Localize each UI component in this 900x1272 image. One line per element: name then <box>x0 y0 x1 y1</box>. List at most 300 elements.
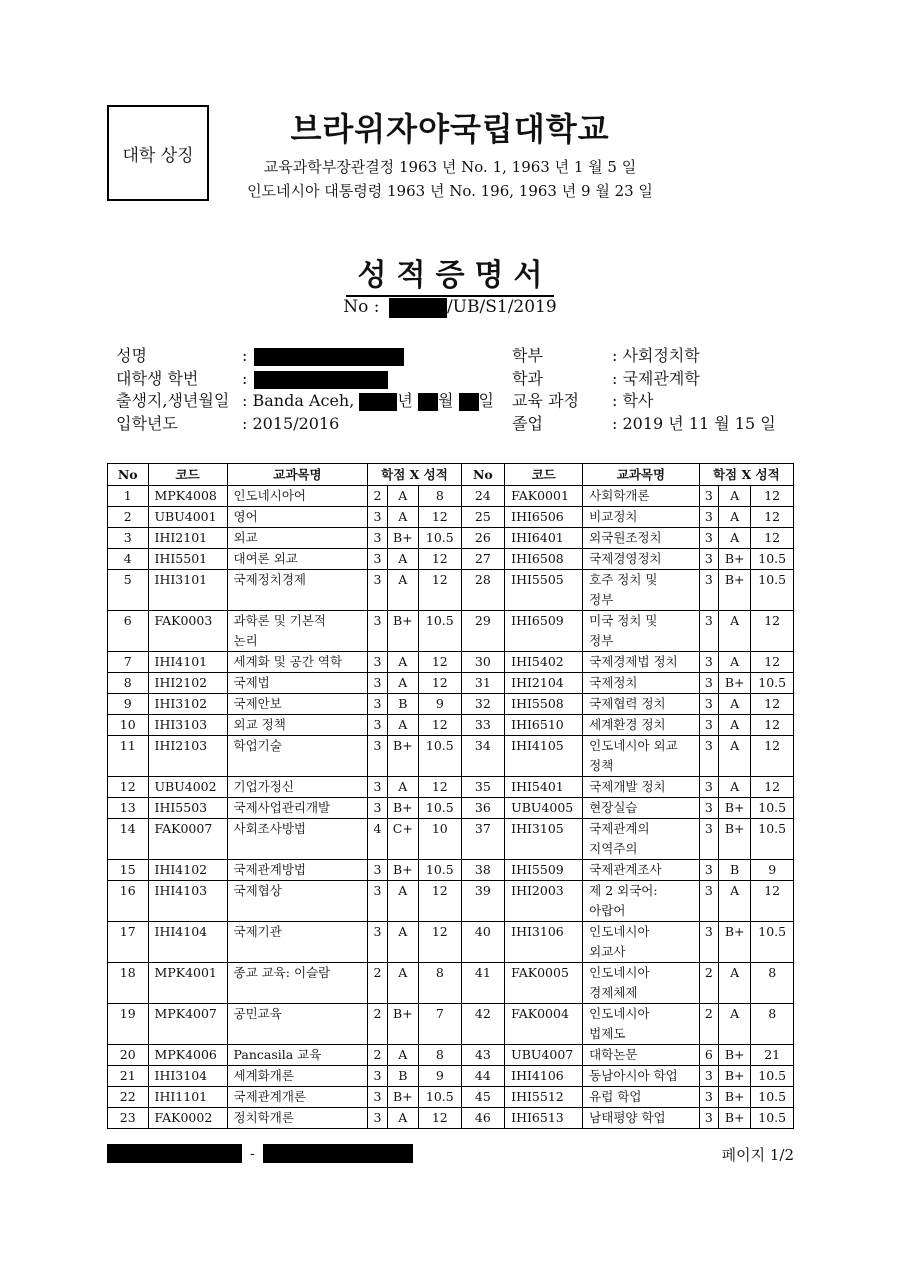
name-label: 성명 <box>116 346 147 365</box>
redaction-block <box>254 348 404 366</box>
document-number-label: No : <box>343 297 380 317</box>
course-name: 외교 정책 <box>227 715 368 736</box>
course-no: 11 <box>108 736 149 777</box>
header-credit-grade-left: 학점 X 성적 <box>368 464 461 486</box>
course-credit: 3 <box>699 673 718 694</box>
course-score: 12 <box>751 486 794 507</box>
course-name: 국제법 <box>227 673 368 694</box>
course-credit: 3 <box>368 860 387 881</box>
course-grade: A <box>718 963 750 1004</box>
course-credit: 3 <box>699 611 718 652</box>
course-grade: A <box>387 486 418 507</box>
course-no: 12 <box>108 777 149 798</box>
course-score: 7 <box>419 1004 462 1045</box>
course-grade: B+ <box>387 736 418 777</box>
colon: : <box>242 346 248 365</box>
course-credit: 3 <box>368 611 387 652</box>
course-grade: C+ <box>387 819 418 860</box>
course-code: IHI6506 <box>505 507 583 528</box>
course-credit: 3 <box>368 507 387 528</box>
course-credit: 2 <box>368 1004 387 1045</box>
course-code: IHI4101 <box>148 652 227 673</box>
course-code: IHI3105 <box>505 819 583 860</box>
course-score: 10.5 <box>751 819 794 860</box>
course-grade: A <box>718 486 750 507</box>
course-name: 외교 <box>227 528 368 549</box>
course-grade: A <box>387 1045 418 1066</box>
day-unit: 일 <box>478 391 495 410</box>
course-score: 10.5 <box>751 1087 794 1108</box>
course-grade: A <box>718 715 750 736</box>
course-score: 12 <box>419 507 462 528</box>
redaction-block <box>107 1144 242 1163</box>
course-credit: 3 <box>699 819 718 860</box>
course-credit: 3 <box>699 860 718 881</box>
course-no: 32 <box>461 694 505 715</box>
course-grade: A <box>387 777 418 798</box>
course-grade: A <box>718 694 750 715</box>
course-name: 과학론 및 기본적 논리 <box>227 611 368 652</box>
course-name: 동남아시아 학업 <box>583 1066 700 1087</box>
course-code: IHI5508 <box>505 694 583 715</box>
course-code: FAK0003 <box>148 611 227 652</box>
course-no: 35 <box>461 777 505 798</box>
course-no: 15 <box>108 860 149 881</box>
redaction-block <box>459 393 479 411</box>
course-name: 국제협상 <box>227 881 368 922</box>
course-score: 10.5 <box>751 1108 794 1129</box>
course-name: 공민교육 <box>227 1004 368 1045</box>
course-name: 세계화 및 공간 역학 <box>227 652 368 673</box>
course-score: 10.5 <box>751 549 794 570</box>
course-name: 인도네시아 법제도 <box>583 1004 700 1045</box>
course-no: 10 <box>108 715 149 736</box>
university-name: 브라위자야국립대학교 <box>290 110 610 148</box>
header-no-right: No <box>461 464 505 486</box>
course-no: 4 <box>108 549 149 570</box>
course-name: 사회조사방법 <box>227 819 368 860</box>
course-no: 44 <box>461 1066 505 1087</box>
course-name: 남태평양 학업 <box>583 1108 700 1129</box>
course-name: 대여론 외교 <box>227 549 368 570</box>
course-credit: 3 <box>699 528 718 549</box>
course-score: 8 <box>419 486 462 507</box>
course-score: 9 <box>419 694 462 715</box>
entry-label: 입학년도 <box>116 414 178 433</box>
course-name: 국제정치경제 <box>227 570 368 611</box>
course-grade: A <box>718 611 750 652</box>
course-name: 국제정치 <box>583 673 700 694</box>
course-score: 12 <box>419 673 462 694</box>
course-score: 10.5 <box>751 922 794 963</box>
course-score: 10.5 <box>419 860 462 881</box>
course-no: 6 <box>108 611 149 652</box>
course-code: IHI2103 <box>148 736 227 777</box>
course-credit: 3 <box>368 777 387 798</box>
course-name: 호주 정치 및 정부 <box>583 570 700 611</box>
course-code: IHI6513 <box>505 1108 583 1129</box>
table-row <box>108 819 794 860</box>
course-code: IHI5501 <box>148 549 227 570</box>
course-credit: 3 <box>699 549 718 570</box>
course-no: 42 <box>461 1004 505 1045</box>
course-name: 국제관계의 지역주의 <box>583 819 700 860</box>
course-name: 국제관계방법 <box>227 860 368 881</box>
course-code: IHI5401 <box>505 777 583 798</box>
course-name: 국제경제법 정치 <box>583 652 700 673</box>
faculty-value: : 사회정치학 <box>612 346 700 365</box>
course-grade: A <box>718 881 750 922</box>
table-row <box>108 922 794 963</box>
course-name: 유럽 학업 <box>583 1087 700 1108</box>
course-score: 12 <box>419 652 462 673</box>
course-grade: A <box>387 507 418 528</box>
university-seal-placeholder <box>107 105 209 201</box>
course-grade: B <box>387 1066 418 1087</box>
course-score: 12 <box>751 652 794 673</box>
course-code: IHI2102 <box>148 673 227 694</box>
course-grade: B+ <box>387 528 418 549</box>
course-code: IHI4102 <box>148 860 227 881</box>
course-no: 28 <box>461 570 505 611</box>
course-grade: B+ <box>387 611 418 652</box>
course-name: 국제개발 정치 <box>583 777 700 798</box>
course-code: IHI4105 <box>505 736 583 777</box>
birth-label: 출생지,생년월일 <box>116 391 230 410</box>
course-name: 미국 정치 및 정부 <box>583 611 700 652</box>
course-grade: B+ <box>718 1087 750 1108</box>
course-score: 12 <box>751 715 794 736</box>
course-grade: B+ <box>387 1087 418 1108</box>
course-code: IHI3103 <box>148 715 227 736</box>
course-name: 영어 <box>227 507 368 528</box>
course-name: 사회학개론 <box>583 486 700 507</box>
course-code: IHI4104 <box>148 922 227 963</box>
document-number-suffix: /UB/S1/2019 <box>446 297 557 317</box>
course-score: 12 <box>419 715 462 736</box>
course-no: 21 <box>108 1066 149 1087</box>
table-row <box>108 507 794 528</box>
course-name: 현장실습 <box>583 798 700 819</box>
course-credit: 3 <box>699 570 718 611</box>
header-code-right: 코드 <box>505 464 583 486</box>
course-name: 국제관계조사 <box>583 860 700 881</box>
course-score: 12 <box>751 736 794 777</box>
table-row <box>108 777 794 798</box>
table-row <box>108 694 794 715</box>
course-credit: 3 <box>699 798 718 819</box>
course-name: 학업기술 <box>227 736 368 777</box>
table-row <box>108 611 794 652</box>
course-code: IHI5503 <box>148 798 227 819</box>
document-title: 성적증명서 <box>346 258 555 297</box>
course-grade: B+ <box>718 570 750 611</box>
seal-text: 대학 상징 <box>122 145 194 166</box>
course-code: IHI4103 <box>148 881 227 922</box>
course-grade: A <box>387 570 418 611</box>
graduation-value: : 2019 년 11 월 15 일 <box>612 414 776 433</box>
course-credit: 2 <box>699 1004 718 1045</box>
course-name: 외국원조정치 <box>583 528 700 549</box>
table-row <box>108 528 794 549</box>
course-score: 10 <box>419 819 462 860</box>
course-code: MPK4008 <box>148 486 227 507</box>
course-no: 20 <box>108 1045 149 1066</box>
course-credit: 3 <box>368 549 387 570</box>
course-no: 46 <box>461 1108 505 1129</box>
course-score: 12 <box>751 881 794 922</box>
course-score: 12 <box>751 611 794 652</box>
redaction-block <box>254 371 388 389</box>
course-grade: A <box>718 777 750 798</box>
course-credit: 3 <box>368 570 387 611</box>
course-name: 제 2 외국어: 아랍어 <box>583 881 700 922</box>
table-row <box>108 1045 794 1066</box>
table-row <box>108 673 794 694</box>
course-code: IHI5505 <box>505 570 583 611</box>
course-credit: 3 <box>699 922 718 963</box>
course-score: 12 <box>419 922 462 963</box>
course-no: 16 <box>108 881 149 922</box>
course-grade: B+ <box>387 860 418 881</box>
course-score: 8 <box>419 963 462 1004</box>
decree-line-1: 교육과학부장관결정 1963 년 No. 1, 1963 년 1 월 5 일 <box>263 158 637 176</box>
course-credit: 2 <box>368 963 387 1004</box>
course-no: 34 <box>461 736 505 777</box>
course-score: 12 <box>751 507 794 528</box>
redaction-block <box>359 393 397 411</box>
document-number <box>0 297 900 318</box>
course-grade: B+ <box>718 819 750 860</box>
course-no: 2 <box>108 507 149 528</box>
course-score: 10.5 <box>751 673 794 694</box>
course-score: 12 <box>751 777 794 798</box>
course-no: 38 <box>461 860 505 881</box>
course-credit: 3 <box>699 652 718 673</box>
course-credit: 3 <box>368 922 387 963</box>
course-credit: 4 <box>368 819 387 860</box>
course-credit: 3 <box>699 777 718 798</box>
colon: : <box>242 369 248 388</box>
course-credit: 3 <box>368 1087 387 1108</box>
course-no: 19 <box>108 1004 149 1045</box>
course-grade: A <box>387 963 418 1004</box>
course-no: 25 <box>461 507 505 528</box>
course-no: 37 <box>461 819 505 860</box>
course-credit: 3 <box>699 881 718 922</box>
course-credit: 2 <box>368 1045 387 1066</box>
course-score: 8 <box>419 1045 462 1066</box>
course-code: IHI1101 <box>148 1087 227 1108</box>
course-code: IHI4106 <box>505 1066 583 1087</box>
table-row <box>108 1108 794 1129</box>
program-label: 교육 과정 <box>512 391 579 410</box>
course-no: 5 <box>108 570 149 611</box>
course-score: 10.5 <box>419 611 462 652</box>
course-code: IHI6510 <box>505 715 583 736</box>
course-score: 9 <box>751 860 794 881</box>
course-no: 18 <box>108 963 149 1004</box>
course-name: 인도네시아 외교사 <box>583 922 700 963</box>
course-name: Pancasila 교육 <box>227 1045 368 1066</box>
course-name: 세계화개론 <box>227 1066 368 1087</box>
course-code: IHI2003 <box>505 881 583 922</box>
course-grade: A <box>387 652 418 673</box>
table-row <box>108 715 794 736</box>
course-score: 10.5 <box>419 736 462 777</box>
birth-value <box>242 390 494 412</box>
course-no: 17 <box>108 922 149 963</box>
course-grade: A <box>387 922 418 963</box>
course-credit: 3 <box>368 798 387 819</box>
course-no: 31 <box>461 673 505 694</box>
course-code: FAK0005 <box>505 963 583 1004</box>
course-score: 12 <box>419 570 462 611</box>
grades-table <box>107 463 794 1129</box>
course-no: 22 <box>108 1087 149 1108</box>
table-row <box>108 798 794 819</box>
course-grade: A <box>387 881 418 922</box>
student-id-value <box>242 368 388 390</box>
course-score: 10.5 <box>751 1066 794 1087</box>
course-grade: B+ <box>718 1045 750 1066</box>
graduation-label: 졸업 <box>512 414 543 433</box>
table-row <box>108 549 794 570</box>
redaction-block <box>389 298 447 318</box>
course-credit: 3 <box>368 1066 387 1087</box>
course-no: 33 <box>461 715 505 736</box>
course-grade: A <box>387 715 418 736</box>
course-score: 9 <box>419 1066 462 1087</box>
course-grade: B <box>387 694 418 715</box>
course-credit: 3 <box>368 736 387 777</box>
year-unit: 년 <box>397 391 413 410</box>
table-row <box>108 736 794 777</box>
header-no-left: No <box>108 464 149 486</box>
student-id-label: 대학생 학번 <box>116 369 199 388</box>
course-score: 8 <box>751 1004 794 1045</box>
header-code-left: 코드 <box>148 464 227 486</box>
course-grade: B+ <box>718 798 750 819</box>
course-no: 30 <box>461 652 505 673</box>
course-name: 대학논문 <box>583 1045 700 1066</box>
course-score: 12 <box>419 549 462 570</box>
course-code: UBU4007 <box>505 1045 583 1066</box>
header-course-right: 교과목명 <box>583 464 700 486</box>
course-no: 1 <box>108 486 149 507</box>
course-code: UBU4001 <box>148 507 227 528</box>
course-score: 10.5 <box>751 798 794 819</box>
course-grade: B <box>718 860 750 881</box>
course-name: 국제관계개론 <box>227 1087 368 1108</box>
course-name: 인도네시아어 <box>227 486 368 507</box>
course-code: IHI6401 <box>505 528 583 549</box>
redaction-block <box>418 393 438 411</box>
course-no: 7 <box>108 652 149 673</box>
course-credit: 3 <box>368 673 387 694</box>
course-credit: 3 <box>368 694 387 715</box>
course-name: 국제협력 정치 <box>583 694 700 715</box>
course-credit: 3 <box>699 736 718 777</box>
footer-separator: - <box>250 1145 255 1162</box>
course-no: 41 <box>461 963 505 1004</box>
course-score: 12 <box>419 881 462 922</box>
faculty-label: 학부 <box>512 346 543 365</box>
course-grade: B+ <box>718 922 750 963</box>
decree-line-2: 인도네시아 대통령령 1963 년 No. 196, 1963 년 9 월 23 일 <box>247 182 653 200</box>
course-no: 39 <box>461 881 505 922</box>
grade-rows <box>108 486 794 1129</box>
course-code: FAK0007 <box>148 819 227 860</box>
course-no: 40 <box>461 922 505 963</box>
course-name: 인도네시아 외교 정책 <box>583 736 700 777</box>
course-grade: A <box>387 1108 418 1129</box>
header-credit-grade-right: 학점 X 성적 <box>699 464 793 486</box>
course-credit: 3 <box>368 715 387 736</box>
course-name: 국제안보 <box>227 694 368 715</box>
table-row <box>108 1004 794 1045</box>
table-row <box>108 652 794 673</box>
course-name: 인도네시아 경제체제 <box>583 963 700 1004</box>
course-grade: B+ <box>387 798 418 819</box>
table-row <box>108 860 794 881</box>
course-code: MPK4001 <box>148 963 227 1004</box>
table-row <box>108 486 794 507</box>
course-score: 21 <box>751 1045 794 1066</box>
course-name: 기업가정신 <box>227 777 368 798</box>
course-credit: 2 <box>368 486 387 507</box>
course-score: 12 <box>751 694 794 715</box>
table-row <box>108 570 794 611</box>
course-credit: 3 <box>368 881 387 922</box>
course-code: IHI3104 <box>148 1066 227 1087</box>
month-unit: 월 <box>437 391 454 410</box>
course-name: 종교 교육: 이슬람 <box>227 963 368 1004</box>
course-score: 12 <box>419 1108 462 1129</box>
redaction-block <box>263 1144 413 1163</box>
course-credit: 2 <box>699 963 718 1004</box>
course-name: 세계환경 정치 <box>583 715 700 736</box>
course-code: UBU4002 <box>148 777 227 798</box>
course-credit: 3 <box>699 507 718 528</box>
course-code: IHI3102 <box>148 694 227 715</box>
course-no: 23 <box>108 1108 149 1129</box>
course-grade: B+ <box>387 1004 418 1045</box>
course-grade: A <box>387 673 418 694</box>
dept-value: : 국제관계학 <box>612 369 700 388</box>
course-credit: 6 <box>699 1045 718 1066</box>
course-grade: A <box>387 549 418 570</box>
course-credit: 3 <box>699 1087 718 1108</box>
course-grade: B+ <box>718 549 750 570</box>
course-score: 8 <box>751 963 794 1004</box>
course-code: IHI2104 <box>505 673 583 694</box>
page-number: 페이지 1/2 <box>721 1146 794 1164</box>
course-score: 10.5 <box>419 528 462 549</box>
course-code: IHI2101 <box>148 528 227 549</box>
course-credit: 3 <box>699 1066 718 1087</box>
course-no: 26 <box>461 528 505 549</box>
course-no: 29 <box>461 611 505 652</box>
course-grade: A <box>718 736 750 777</box>
name-value <box>242 345 404 367</box>
entry-value: : 2015/2016 <box>242 414 340 433</box>
course-score: 12 <box>751 528 794 549</box>
course-grade: B+ <box>718 1066 750 1087</box>
course-no: 45 <box>461 1087 505 1108</box>
course-score: 10.5 <box>751 570 794 611</box>
table-row <box>108 963 794 1004</box>
